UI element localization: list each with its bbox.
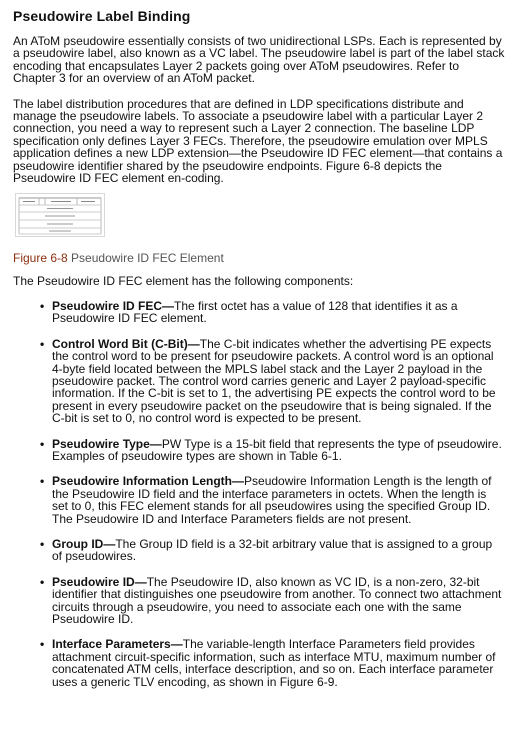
list-item — [42, 300, 505, 325]
list-item — [42, 576, 505, 626]
component-term: Pseudowire Type— — [52, 436, 162, 451]
paragraph-label-distribution: The label distribution procedures that are defined in LDP specifications distribute and manage the pseudowire labels. To associate a pseudowire label with a particular Layer 2 connection, you need a way to represent such a Layer 2 connection. The baseline LDP specification only defines Layer 3 FECs. Therefore, the pseudowire emulation over MPLS application defines a new LDP extension—the Pseudowire ID FEC element—that contains a pseudowire identifier shared by the pseudowire endpoints. Figure 6-8 depicts the Pseudowire ID FEC element en-coding. — [13, 96, 503, 186]
bullet-icon: • — [40, 336, 45, 351]
figure-caption — [13, 251, 505, 265]
component-description: The variable-length Interface Parameters field provides attachment circuit-specific information, such as interface MTU, maximum number of concatenated ATM cells, interface description, and so on. Each interface parameter uses a generic TLV encoding, as shown in Figure 6-9. — [52, 637, 496, 689]
component-term: Pseudowire ID FEC— — [52, 298, 175, 313]
component-term: Interface Parameters— — [52, 637, 183, 652]
bullet-icon: • — [40, 298, 45, 313]
list-item — [42, 638, 505, 688]
component-term: Pseudowire Information Length— — [52, 474, 245, 489]
bullet-icon: • — [40, 436, 45, 451]
bullet-icon: • — [40, 637, 45, 652]
component-term: Control Word Bit (C-Bit)— — [52, 336, 200, 351]
component-description: Pseudowire Information Length is the length of the Pseudowire ID field and the interface parameters in octets. When the length is set to 0, this FEC element stands for all pseudowires using the specified Group ID. The Pseudowire ID and Interface Parameters fields are not present. — [52, 474, 492, 526]
components-list — [13, 300, 505, 688]
figure-thumbnail[interactable] — [15, 193, 105, 237]
component-description: The Group ID field is a 32-bit arbitrary value that is assigned to a group of pseudowires. — [52, 536, 493, 564]
component-description: The Pseudowire ID, also known as VC ID, is a non-zero, 32-bit identifier that distinguishes one pseudowire from another. To connect two attachment circuits through a pseudowire, you need to associate each one with the same Pseudowire ID. — [52, 574, 502, 626]
bullet-icon: • — [40, 536, 45, 551]
list-item — [42, 338, 505, 425]
bullet-icon: • — [40, 474, 45, 489]
component-term: Pseudowire ID— — [52, 574, 147, 589]
paragraph-atom-pseudowire: An AToM pseudowire essentially consists of two unidirectional LSPs. Each is represented by a pseudowire label, also known as a VC label. The pseudowire label is part of the label stack encoding that encapsulates Layer 2 packets going over AToM pseudowires. Refer to Chapter 3 for an overview of an AToM packet. — [13, 34, 505, 86]
list-item — [42, 538, 505, 563]
section-heading: Pseudowire Label Binding — [13, 8, 191, 24]
component-description: The C-bit indicates whether the advertising PE expects the control word to be present for pseudowire packets. A control word is an optional 4-byte field located between the MPLS label stack and the Layer 2 payload in the pseudowire packet. The control word carries generic and Layer 2 payload-specific information. If the C-bit is set to 1, the advertising PE expects the control word to be present in every pseudowire packet on the pseudowire that is being signaled. If the C-bit is set to 0, no control word is expected to be present. — [52, 336, 496, 426]
fec-element-diagram-icon — [15, 193, 105, 237]
list-item — [42, 475, 505, 525]
components-intro: The Pseudowire ID FEC element has the following components: — [13, 274, 354, 289]
list-item — [42, 438, 505, 463]
figure-title: Pseudowire ID FEC Element — [71, 251, 224, 266]
component-term: Group ID— — [52, 536, 116, 551]
figure-number: Figure 6-8 — [13, 251, 68, 266]
component-description: PW Type is a 15-bit field that represents the type of pseudowire. Examples of pseudowire types are shown in Table 6-1. — [52, 436, 502, 463]
bullet-icon: • — [40, 574, 45, 589]
component-description: The first octet has a value of 128 that identifies it as a Pseudowire ID FEC element. — [52, 298, 458, 326]
